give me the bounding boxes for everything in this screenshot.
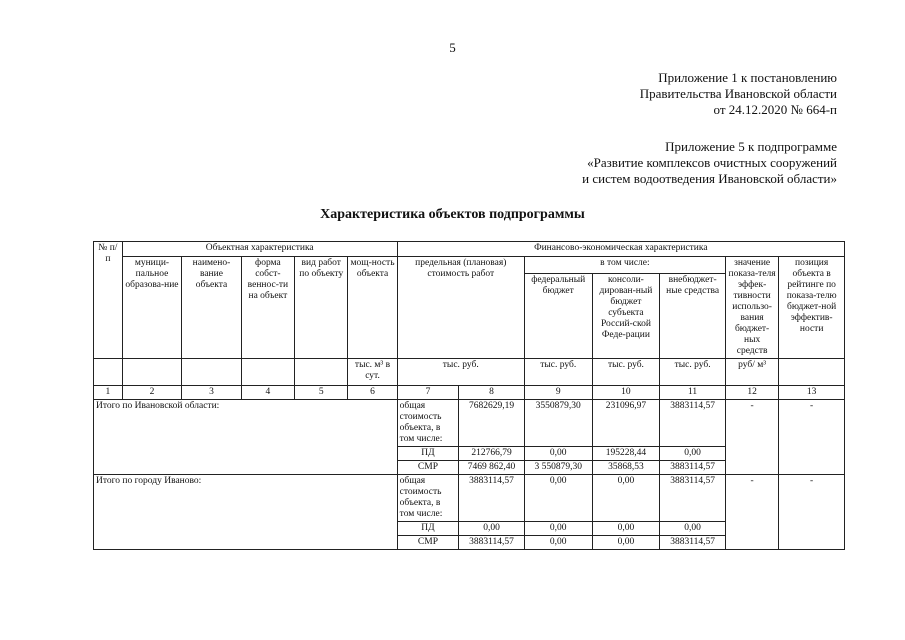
efficiency-value: - [725,400,778,475]
unit-extrabudget: тыс. руб. [660,359,726,386]
objects-table [93,241,845,550]
column-number: 13 [779,386,845,400]
appendix-5-header [582,139,837,187]
col-header-position: позиция объекта в рейтинге по показа-телю бюджет-ной эффектив-ности [779,257,845,359]
total-federal: 3550879,30 [524,400,592,447]
col-header-num: № п/п [94,242,123,359]
pd-label: ПД [397,522,459,536]
col-header-efficiency: значение показа-теля эффек-тивности использо-вания бюджет-ных средств [725,257,778,359]
column-number: 1 [94,386,123,400]
smr-consolidated: 0,00 [592,536,660,550]
appendix-5-line: «Развитие комплексов очистных сооружений [587,155,837,170]
appendix-1-line: от 24.12.2020 № 664-п [713,102,837,117]
total-label: общая стоимость объекта, в том числе: [397,475,459,522]
smr-extrabudget: 3883114,57 [660,536,726,550]
appendix-5-line: Приложение 5 к подпрограмме [665,139,837,154]
pd-extrabudget: 0,00 [660,522,726,536]
column-number: 8 [459,386,525,400]
smr-cost: 3883114,57 [459,536,525,550]
pd-extrabudget: 0,00 [660,447,726,461]
header-row-2 [94,257,845,274]
unit-federal: тыс. руб. [524,359,592,386]
rating-position: - [779,400,845,475]
col-header-ownership: форма собст-веннос-ти на объект [241,257,294,359]
appendix-1-header [640,70,837,118]
column-number: 12 [725,386,778,400]
pd-cost: 0,00 [459,522,525,536]
smr-extrabudget: 3883114,57 [660,461,726,475]
smr-federal: 0,00 [524,536,592,550]
section-label: Итого по Ивановской области: [94,400,398,475]
total-extrabudget: 3883114,57 [660,400,726,447]
total-extrabudget: 3883114,57 [660,475,726,522]
column-number: 5 [295,386,348,400]
col-header-including: в том числе: [524,257,725,274]
total-label: общая стоимость объекта, в том числе: [397,400,459,447]
total-cost: 3883114,57 [459,475,525,522]
col-header-finance: Финансово-экономическая характеристика [397,242,844,257]
col-header-worktype: вид работ по объекту [295,257,348,359]
column-number: 4 [241,386,294,400]
pd-federal: 0,00 [524,447,592,461]
header-row-1 [94,242,845,257]
column-number: 2 [122,386,182,400]
rating-position: - [779,475,845,550]
region-total-row [94,400,845,447]
unit-capacity: тыс. м³ в сут. [348,359,397,386]
city-total-row [94,475,845,522]
pd-consolidated: 0,00 [592,522,660,536]
col-header-object: Объектная характеристика [122,242,397,257]
col-header-consolidated: консоли-дирован-ный бюджет субъекта Россий-ской Феде-рации [592,274,660,359]
col-header-capacity: мощ-ность объекта [348,257,397,359]
appendix-5-line: и систем водоотведения Ивановской области» [582,171,837,186]
pd-cost: 212766,79 [459,447,525,461]
pd-consolidated: 195228,44 [592,447,660,461]
column-number: 6 [348,386,397,400]
section-label: Итого по городу Иваново: [94,475,398,550]
total-consolidated: 231096,97 [592,400,660,447]
units-row [94,359,845,386]
col-header-cost: предельная (плановая) стоимость работ [397,257,524,359]
col-header-municipal: муници-пальное образова-ние [122,257,182,359]
efficiency-value: - [725,475,778,550]
total-federal: 0,00 [524,475,592,522]
unit-efficiency: руб/ м³ [725,359,778,386]
pd-label: ПД [397,447,459,461]
appendix-1-line: Приложение 1 к постановлению [658,70,837,85]
document-title: Характеристика объектов подпрограммы [320,207,585,222]
column-number: 11 [660,386,726,400]
page-number: 5 [449,40,456,55]
col-header-name: наимено-вание объекта [182,257,242,359]
column-number: 9 [524,386,592,400]
column-number: 10 [592,386,660,400]
column-number: 7 [397,386,459,400]
smr-label: СМР [397,461,459,475]
unit-consolidated: тыс. руб. [592,359,660,386]
smr-cost: 7469 862,40 [459,461,525,475]
total-cost: 7682629,19 [459,400,525,447]
smr-label: СМР [397,536,459,550]
column-number: 3 [182,386,242,400]
column-numbers-row [94,386,845,400]
col-header-extrabudget: внебюджет-ные средства [660,274,726,359]
col-header-federal: федеральный бюджет [524,274,592,359]
appendix-1-line: Правительства Ивановской области [639,86,837,101]
smr-federal: 3 550879,30 [524,461,592,475]
total-consolidated: 0,00 [592,475,660,522]
unit-cost: тыс. руб. [397,359,524,386]
pd-federal: 0,00 [524,522,592,536]
smr-consolidated: 35868,53 [592,461,660,475]
